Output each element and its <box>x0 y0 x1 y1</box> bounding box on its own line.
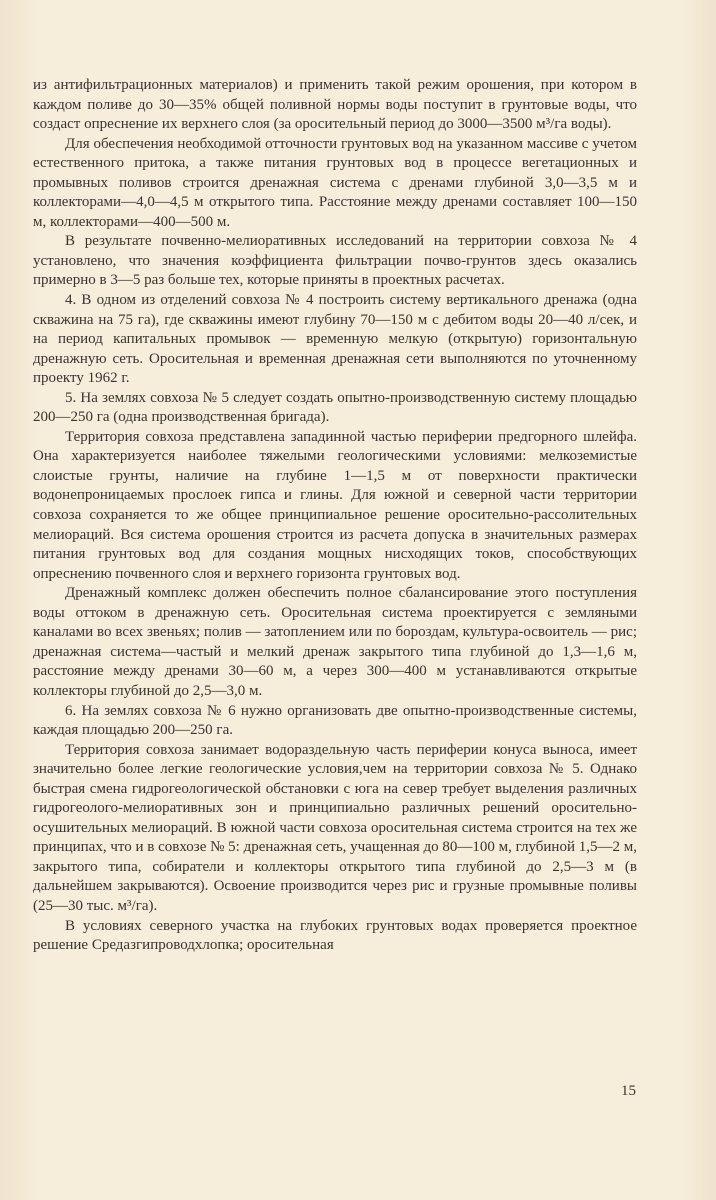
paragraph-3: В результате почвенно-мелиоративных исследований на территории совхоза № 4 установлено, что значения коэффициента фильтрации почво-грунтов здесь оказались примерно в 3—5 раз больше тех, которые приняты в проектных расчетах. <box>33 233 637 289</box>
paragraph-4: 4. В одном из отделений совхоза № 4 построить систему вертикального дренажа (одна скважина на 75 га), где скважины имеют глубину 70—150 м с дебитом воды 20—40 л/сек, и на период капитальных промывок — временную мелкую (открытую) горизонтальную дренажную сеть. Оросительная и временная дренажная сети выполняются по уточненному проекту 1962 г. <box>33 292 637 387</box>
paragraph-10: В условиях северного участка на глубоких грунтовых водах проверяется проектное решение Средазгипроводхлопка; оросительная <box>33 917 637 954</box>
page-number: 15 <box>621 1083 636 1099</box>
paragraph-6: Территория совхоза представлена западинной частью периферии предгорного шлейфа. Она характеризуется наиболее тяжелыми геологическими условиями: мелкоземистые слоистые грунты, наличие на глубине 1—1,5 м от поверхности практически водонепроницаемых прослоек гипса и глины. Для южной и северной части территории совхоза сохраняется то же общее принципиальное решение оросительно-рассолительных мелиораций. Вся система орошения строится из расчета допуска в значительных размерах питания грунтовых вод для создания мощных нисходящих токов, способствующих опреснению почвенного слоя и верхнего горизонта грунтовых вод. <box>33 428 637 582</box>
paragraph-7: Дренажный комплекс должен обеспечить полное сбалансирование этого поступления воды оттоком в дренажную сеть. Оросительная система проектируется с земляными каналами во всех звеньях; полив — затоплением или по бороздам, культура-освоитель — рис; дренажная система—частый и мелкий дренаж закрытого типа глубиной до 1,3—1,6 м, расстояние между дренами 30—60 м, а через 300—400 м устанавливаются открытые коллекторы глубиной до 2,5—3,0 м. <box>33 585 637 699</box>
paragraph-2: Для обеспечения необходимой отточности грунтовых вод на указанном массиве с учетом естественного притока, а также питания грунтовых вод в процессе вегетационных и промывных поливов строится дренажная система с дренами глубиной 3,0—3,5 м и коллекторами—4,0—4,5 м открытого типа. Расстояние между дренами составляет 100—150 м, коллекторами—400—500 м. <box>33 135 637 230</box>
body-text <box>33 76 637 956</box>
paragraph-5: 5. На землях совхоза № 5 следует создать опытно-производственную систему площадью 200—250 га (одна производственная бригада). <box>33 389 637 426</box>
paragraph-8: 6. На землях совхоза № 6 нужно организовать две опытно-производственные системы, каждая площадью 200—250 га. <box>33 702 637 739</box>
paragraph-1: из антифильтрационных материалов) и применить такой режим орошения, при котором в каждом поливе до 30—35% общей поливной нормы воды поступит в грунтовые воды, что создаст опреснение их верхнего слоя (за оросительный период до 3000—3500 м³/га воды). <box>33 77 637 133</box>
paragraph-9: Территория совхоза занимает водораздельную часть периферии конуса выноса, имеет значительно более легкие геологические условия,чем на территории совхоза № 5. Однако быстрая смена гидрогеологической обстановки с юга на север требует выделения различных гидрогеолого-мелиоративных зон и принципиально различных решений оросительно-осушительных мелиораций. В южной части совхоза оросительная система строится на тех же принципах, что и в совхозе № 5: дренажная сеть, учащенная до 80—100 м, глубиной 1,5—2 м, закрытого типа, собиратели и коллекторы открытого типа глубиной до 2,5—3 м (в дальнейшем закрываются). Освоение производится через рис и грузные промывные поливы (25—30 тыс. м³/га). <box>33 741 637 914</box>
